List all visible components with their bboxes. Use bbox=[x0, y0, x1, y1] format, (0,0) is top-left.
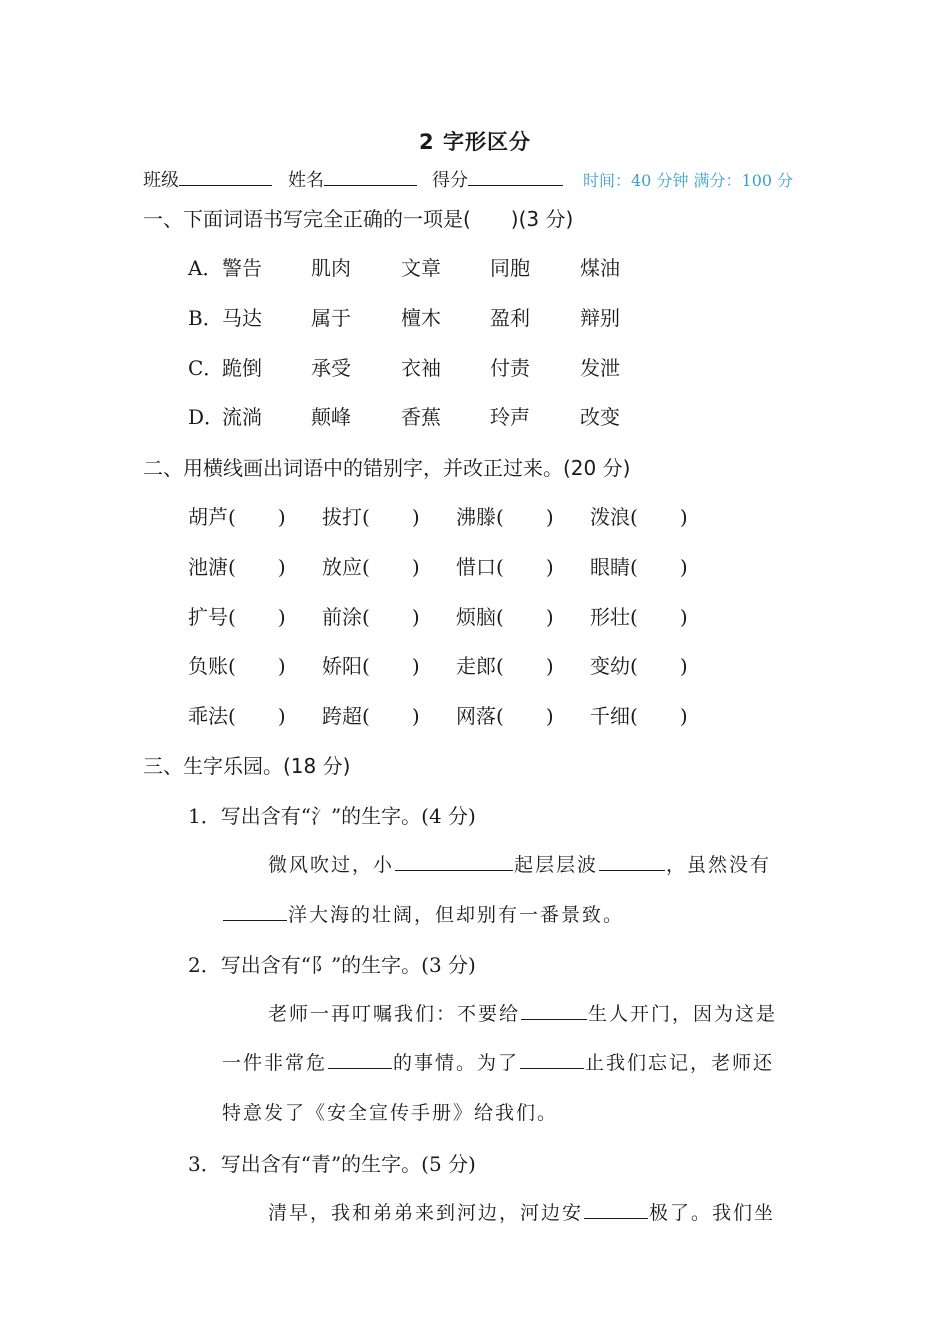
left-paren: ( bbox=[228, 605, 236, 629]
word-item bbox=[456, 501, 554, 530]
q1-blank-1[interactable] bbox=[395, 850, 513, 871]
word-text: 池溏 bbox=[188, 555, 228, 579]
score-field bbox=[432, 166, 563, 192]
word-item bbox=[456, 551, 554, 580]
option-word: 流淌 bbox=[222, 405, 262, 429]
q1-blank-3[interactable] bbox=[223, 900, 287, 921]
right-paren: ) bbox=[411, 704, 420, 728]
word-text: 走郎 bbox=[456, 654, 496, 678]
word-item bbox=[188, 601, 286, 630]
option-word: 衣袖 bbox=[401, 356, 441, 380]
option-word: 警告 bbox=[222, 256, 262, 280]
q3-prompt: 3．写出含有“青”的生字。(5 分) bbox=[188, 1152, 476, 1176]
right-paren: ) bbox=[679, 505, 688, 529]
word-text: 负账 bbox=[188, 654, 228, 678]
right-paren: ) bbox=[545, 654, 554, 678]
word-item bbox=[322, 601, 420, 630]
right-paren: ) bbox=[277, 605, 286, 629]
word-text: 前涂 bbox=[322, 605, 362, 629]
left-paren: ( bbox=[362, 654, 370, 678]
word-text: 网落 bbox=[456, 704, 496, 728]
class-field bbox=[143, 166, 272, 192]
left-paren: ( bbox=[228, 555, 236, 579]
q1-blank-2[interactable] bbox=[599, 850, 665, 871]
score-blank[interactable] bbox=[468, 167, 563, 186]
q1-text-b: 起层层波 bbox=[514, 854, 599, 876]
right-paren: ) bbox=[679, 654, 688, 678]
right-paren: ) bbox=[545, 505, 554, 529]
q2-text-c: 一件非常危 bbox=[222, 1052, 328, 1074]
q2-text-a: 老师一再叮嘱我们：不要给 bbox=[268, 1003, 521, 1025]
word-item bbox=[188, 700, 286, 729]
class-blank[interactable] bbox=[179, 167, 272, 186]
right-paren: ) bbox=[679, 555, 688, 579]
option-word: 玲声 bbox=[490, 405, 530, 429]
q3-text-b: 极了。我们坐 bbox=[649, 1202, 776, 1224]
left-paren: ( bbox=[630, 505, 638, 529]
option-label[interactable]: B． bbox=[188, 306, 223, 330]
left-paren: ( bbox=[630, 555, 638, 579]
word-item bbox=[590, 650, 688, 679]
option-word: 檀木 bbox=[401, 306, 441, 330]
right-paren: ) bbox=[545, 704, 554, 728]
right-paren: ) bbox=[411, 654, 420, 678]
q2-line1 bbox=[268, 999, 777, 1026]
word-item bbox=[322, 501, 420, 530]
left-paren: ( bbox=[362, 505, 370, 529]
time-info: 时间：40 分钟 满分：100 分 bbox=[583, 171, 794, 190]
right-paren: ) bbox=[411, 605, 420, 629]
option-word: 马达 bbox=[222, 306, 262, 330]
right-paren: ) bbox=[277, 654, 286, 678]
name-blank[interactable] bbox=[324, 167, 417, 186]
word-item bbox=[456, 601, 554, 630]
score-label: 得分 bbox=[432, 170, 468, 191]
word-item bbox=[456, 650, 554, 679]
right-paren: ) bbox=[411, 505, 420, 529]
word-item bbox=[322, 700, 420, 729]
word-text: 泼浪 bbox=[590, 505, 630, 529]
option-word: 承受 bbox=[311, 356, 351, 380]
left-paren: ( bbox=[630, 704, 638, 728]
option-word: 属于 bbox=[311, 306, 351, 330]
left-paren: ( bbox=[630, 605, 638, 629]
name-field bbox=[288, 166, 417, 192]
left-paren: ( bbox=[496, 555, 504, 579]
right-paren: ) bbox=[545, 605, 554, 629]
option-word: 颠峰 bbox=[311, 405, 351, 429]
option-word: 跪倒 bbox=[222, 356, 262, 380]
word-text: 形壮 bbox=[590, 605, 630, 629]
word-item bbox=[590, 601, 688, 630]
left-paren: ( bbox=[362, 555, 370, 579]
word-text: 跨超 bbox=[322, 704, 362, 728]
page-title: 2 字形区分 bbox=[419, 130, 531, 154]
q1-text-c: ，虽然没有 bbox=[666, 854, 772, 876]
left-paren: ( bbox=[496, 654, 504, 678]
q1-line1 bbox=[268, 850, 771, 877]
q3-line1 bbox=[268, 1198, 775, 1225]
q2-text-d: 的事情。为了 bbox=[393, 1052, 520, 1074]
q3-blank-1[interactable] bbox=[584, 1198, 648, 1219]
option-word: 香蕉 bbox=[401, 405, 441, 429]
word-text: 扩号 bbox=[188, 605, 228, 629]
option-label[interactable]: D． bbox=[188, 405, 225, 429]
q2-line3: 特意发了《安全宣传手册》给我们。 bbox=[222, 1102, 559, 1124]
option-word: 煤油 bbox=[580, 256, 620, 280]
q1-text-d: 洋大海的壮阔，但却别有一番景致。 bbox=[288, 904, 625, 926]
option-label[interactable]: A． bbox=[188, 256, 223, 280]
q2-blank-1[interactable] bbox=[521, 999, 587, 1020]
option-word: 付责 bbox=[490, 356, 530, 380]
class-label: 班级 bbox=[143, 170, 179, 191]
option-word: 文章 bbox=[401, 256, 441, 280]
q1-text-a: 微风吹过，小 bbox=[268, 854, 395, 876]
word-text: 娇阳 bbox=[322, 654, 362, 678]
name-label: 姓名 bbox=[288, 170, 324, 191]
word-item bbox=[322, 650, 420, 679]
section2-heading: 二、用横线画出词语中的错别字，并改正过来。(20 分) bbox=[143, 456, 631, 480]
left-paren: ( bbox=[496, 505, 504, 529]
q2-line2 bbox=[222, 1048, 774, 1075]
word-item bbox=[188, 501, 286, 530]
right-paren: ) bbox=[679, 605, 688, 629]
right-paren: ) bbox=[277, 704, 286, 728]
word-item bbox=[590, 501, 688, 530]
left-paren: ( bbox=[496, 605, 504, 629]
left-paren: ( bbox=[630, 654, 638, 678]
word-item bbox=[188, 551, 286, 580]
option-word: 盈利 bbox=[490, 306, 530, 330]
word-text: 拔打 bbox=[322, 505, 362, 529]
word-item bbox=[456, 700, 554, 729]
q1-line2 bbox=[222, 900, 624, 927]
left-paren: ( bbox=[362, 704, 370, 728]
q2-blank-2[interactable] bbox=[328, 1048, 392, 1069]
left-paren: ( bbox=[362, 605, 370, 629]
left-paren: ( bbox=[228, 654, 236, 678]
left-paren: ( bbox=[228, 704, 236, 728]
word-item bbox=[590, 700, 688, 729]
word-text: 千细 bbox=[590, 704, 630, 728]
word-text: 惜口 bbox=[456, 555, 496, 579]
option-label[interactable]: C． bbox=[188, 356, 224, 380]
option-word: 辩别 bbox=[580, 306, 620, 330]
word-item bbox=[322, 551, 420, 580]
word-item bbox=[590, 551, 688, 580]
word-text: 放应 bbox=[322, 555, 362, 579]
q2-text-e: 止我们忘记，老师还 bbox=[585, 1052, 775, 1074]
q1-prompt: 1．写出含有“氵”的生字。(4 分) bbox=[188, 804, 476, 828]
option-word: 改变 bbox=[580, 405, 620, 429]
left-paren: ( bbox=[228, 505, 236, 529]
right-paren: ) bbox=[277, 505, 286, 529]
option-word: 同胞 bbox=[490, 256, 530, 280]
option-word: 肌肉 bbox=[311, 256, 351, 280]
option-word: 发泄 bbox=[580, 356, 620, 380]
q2-text-b: 生人开门，因为这是 bbox=[588, 1003, 778, 1025]
word-text: 眼睛 bbox=[590, 555, 630, 579]
right-paren: ) bbox=[277, 555, 286, 579]
q3-text-a: 清早，我和弟弟来到河边，河边安 bbox=[268, 1202, 584, 1224]
section1-heading: 一、下面词语书写完全正确的一项是( )(3 分) bbox=[143, 207, 574, 231]
word-text: 沸滕 bbox=[456, 505, 496, 529]
word-text: 胡芦 bbox=[188, 505, 228, 529]
word-text: 变幼 bbox=[590, 654, 630, 678]
word-item bbox=[188, 650, 286, 679]
section3-heading: 三、生字乐园。(18 分) bbox=[143, 754, 351, 778]
word-text: 烦脑 bbox=[456, 605, 496, 629]
right-paren: ) bbox=[679, 704, 688, 728]
word-text: 乖法 bbox=[188, 704, 228, 728]
right-paren: ) bbox=[411, 555, 420, 579]
q2-blank-3[interactable] bbox=[520, 1048, 584, 1069]
left-paren: ( bbox=[496, 704, 504, 728]
right-paren: ) bbox=[545, 555, 554, 579]
q2-prompt: 2．写出含有“阝”的生字。(3 分) bbox=[188, 953, 476, 977]
